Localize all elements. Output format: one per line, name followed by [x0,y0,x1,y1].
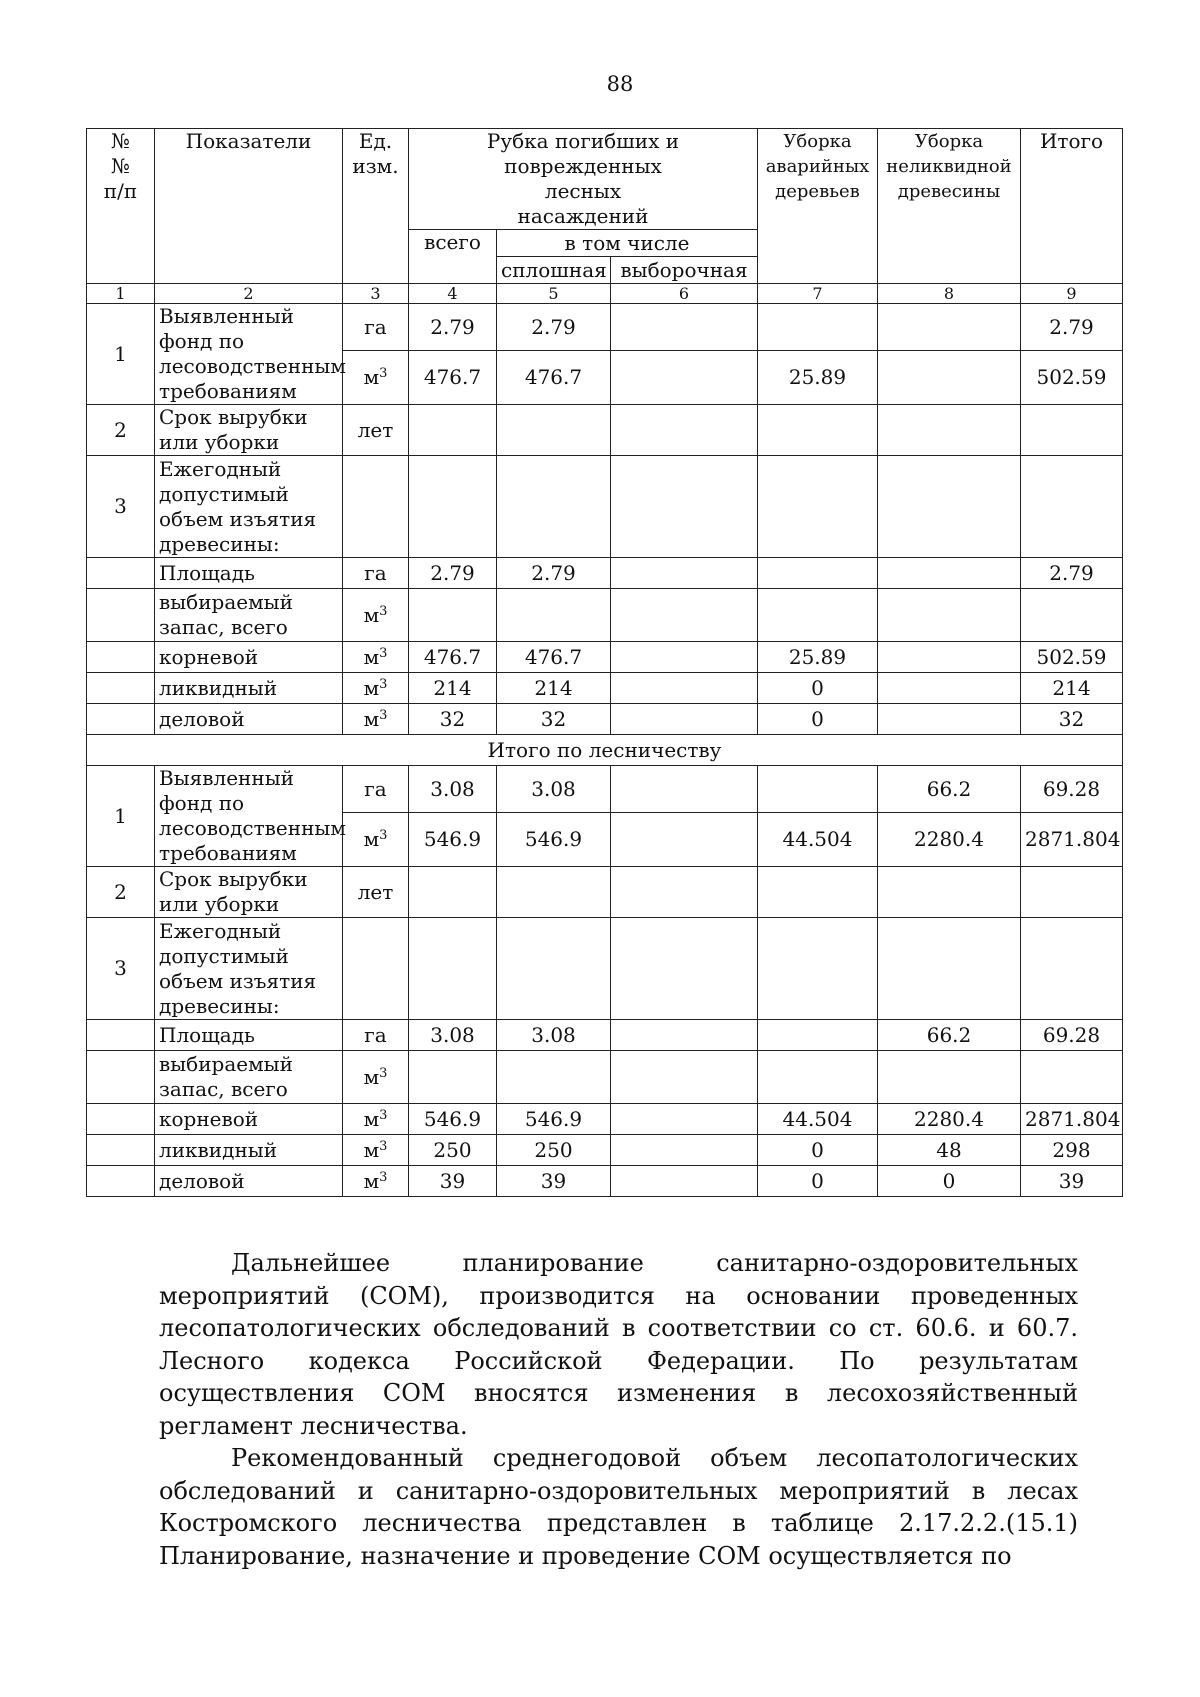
unit-text: м [363,1064,380,1089]
page-number: 88 [606,72,634,96]
unit-text: га [364,1022,387,1047]
header-selective: выборочная [611,257,758,284]
value-cell [878,867,1021,918]
row-name: корневой [155,1104,343,1135]
unit-cell [343,642,409,673]
value-cell [611,704,758,735]
value-cell: 250 [497,1135,611,1166]
header-emergency-line: Уборка [783,131,852,152]
header-num [87,129,155,284]
table-body [87,129,1123,1197]
unit-superscript: 3 [379,828,388,844]
value-cell [497,456,611,558]
table-row [87,405,1123,456]
value-cell: 2.79 [409,304,497,351]
value-cell [1021,589,1123,642]
row-number: 3 [87,918,155,1020]
value-cell [611,766,758,813]
value-cell [758,867,878,918]
table-row [87,589,1123,642]
row-name: корневой [155,642,343,673]
paragraph: Дальнейшее планирование санитарно-оздоровительных мероприятий (СОМ), производится на основании проведенных лесопатологических обследований в соответствии со ст. 60.6. и 60.7. Лесного кодекса Российской Федерации. По результатам осуществления СОМ вносятся изменения в лесохозяйственный регламент лесничества. [159,1249,1078,1440]
unit-text: м [363,675,380,700]
header-illiquid-line: неликвидной [886,156,1012,177]
row-number: 1 [87,766,155,867]
value-cell [497,867,611,918]
value-cell: 546.9 [409,813,497,867]
value-cell: 214 [409,673,497,704]
column-number: 9 [1021,284,1123,304]
value-cell [409,456,497,558]
value-cell [878,456,1021,558]
unit-text: га [364,314,387,339]
unit-cell [343,558,409,589]
value-cell [758,558,878,589]
value-cell [878,704,1021,735]
column-number: 7 [758,284,878,304]
value-cell [497,1051,611,1104]
row-name: ликвидный [155,1135,343,1166]
row-name: Ежегодный допустимый объем изъятия древесины: [155,456,343,558]
row-name: Срок вырубки или уборки [155,405,343,456]
value-cell [409,867,497,918]
header-total: Итого [1021,129,1123,284]
table-row [87,1166,1123,1197]
value-cell [611,1104,758,1135]
value-cell [758,456,878,558]
value-cell [611,558,758,589]
unit-superscript: 3 [379,707,388,723]
header-emergency [758,129,878,284]
value-cell [611,1135,758,1166]
paragraph: Рекомендованный среднегодовой объем лесопатологических обследований и санитарно-оздоровительных мероприятий в лесах Костромского лесничества представлен в таблице 2.17.2.2.(15.1) Планирование, назначение и проведение СОМ осуществляется по [159,1444,1078,1570]
value-cell [611,673,758,704]
unit-text: м [363,644,380,669]
row-name: выбираемый запас, всего [155,589,343,642]
value-cell [758,304,878,351]
value-cell: 25.89 [758,351,878,405]
unit-cell [343,405,409,456]
unit-cell [343,589,409,642]
row-number [87,1020,155,1051]
row-name: Выявленный фонд по лесоводственным требованиям [155,766,343,867]
unit-text: лет [357,417,394,442]
value-cell: 476.7 [409,351,497,405]
unit-text: м [363,602,380,627]
value-cell [497,405,611,456]
unit-text: м [363,365,380,390]
value-cell: 546.9 [409,1104,497,1135]
section-title: Итого по лесничеству [87,735,1123,766]
row-name: Выявленный фонд по лесоводственным требованиям [155,304,343,405]
row-number [87,642,155,673]
value-cell: 3.08 [409,1020,497,1051]
row-number [87,704,155,735]
header-num-line: № [111,129,130,153]
value-cell: 476.7 [497,351,611,405]
value-cell [611,642,758,673]
unit-cell [343,1051,409,1104]
value-cell: 2.79 [497,304,611,351]
header-illiquid-line: Уборка [914,131,984,152]
table-row [87,304,1123,351]
header-unit-line: изм. [352,154,399,178]
value-cell: 66.2 [878,1020,1021,1051]
value-cell: 214 [497,673,611,704]
data-table [86,128,1123,1197]
row-number [87,1135,155,1166]
value-cell [611,304,758,351]
value-cell [1021,918,1123,1020]
value-cell: 0 [758,1135,878,1166]
value-cell: 2280.4 [878,1104,1021,1135]
unit-cell [343,351,409,405]
value-cell [611,405,758,456]
header-total-all: всего [409,230,497,284]
value-cell [611,1051,758,1104]
table-row [87,867,1123,918]
table-row [87,918,1123,1020]
value-cell [878,558,1021,589]
row-number [87,1166,155,1197]
row-number [87,558,155,589]
row-name: Площадь [155,558,343,589]
unit-cell [343,867,409,918]
value-cell: 476.7 [409,642,497,673]
row-number [87,673,155,704]
body-text [159,1247,1078,1572]
value-cell: 2871.804 [1021,813,1123,867]
table-row [87,1020,1123,1051]
value-cell [409,1051,497,1104]
value-cell: 39 [1021,1166,1123,1197]
unit-cell [343,1104,409,1135]
value-cell: 44.504 [758,813,878,867]
value-cell: 69.28 [1021,766,1123,813]
value-cell [611,918,758,1020]
value-cell: 2.79 [1021,558,1123,589]
value-cell [878,589,1021,642]
value-cell [611,813,758,867]
value-cell: 214 [1021,673,1123,704]
column-number: 5 [497,284,611,304]
column-number: 6 [611,284,758,304]
value-cell [878,642,1021,673]
value-cell: 44.504 [758,1104,878,1135]
value-cell [497,589,611,642]
row-name: деловой [155,1166,343,1197]
header-emergency-line: аварийных [765,156,870,177]
value-cell: 25.89 [758,642,878,673]
value-cell: 39 [497,1166,611,1197]
header-num-line: п/п [103,179,138,203]
value-cell [1021,456,1123,558]
value-cell [758,405,878,456]
row-number: 2 [87,405,155,456]
table-row [87,766,1123,813]
column-number: 1 [87,284,155,304]
value-cell [878,304,1021,351]
value-cell [758,589,878,642]
unit-superscript: 3 [379,1107,388,1123]
column-number: 8 [878,284,1021,304]
value-cell [758,918,878,1020]
value-cell [758,766,878,813]
value-cell [1021,405,1123,456]
value-cell: 298 [1021,1135,1123,1166]
header-felling: Рубка погибших и поврежденных лесных насаждений [409,129,758,230]
value-cell [878,405,1021,456]
value-cell: 69.28 [1021,1020,1123,1051]
unit-text: лет [357,879,394,904]
header-clear: сплошная [497,257,611,284]
unit-text: м [363,1106,380,1131]
table-row [87,558,1123,589]
row-name: Срок вырубки или уборки [155,867,343,918]
value-cell [409,405,497,456]
value-cell: 0 [758,1166,878,1197]
header-indicators: Показатели [155,129,343,284]
unit-cell [343,673,409,704]
unit-superscript: 3 [379,645,388,661]
row-number: 3 [87,456,155,558]
header-including: в том числе [497,230,758,257]
table-row [87,456,1123,558]
table-row [87,673,1123,704]
value-cell: 32 [409,704,497,735]
row-name: ликвидный [155,673,343,704]
header-unit [343,129,409,284]
value-cell: 3.08 [409,766,497,813]
value-cell: 66.2 [878,766,1021,813]
value-cell: 0 [758,673,878,704]
section-title-row [87,735,1123,766]
table-row [87,704,1123,735]
unit-superscript: 3 [379,366,388,382]
value-cell: 2280.4 [878,813,1021,867]
column-number: 4 [409,284,497,304]
value-cell: 0 [758,704,878,735]
value-cell [1021,867,1123,918]
value-cell [611,456,758,558]
value-cell: 32 [497,704,611,735]
row-name: Площадь [155,1020,343,1051]
header-illiquid [878,129,1021,284]
unit-text: га [364,560,387,585]
unit-text: га [364,776,387,801]
unit-text: м [363,1168,380,1193]
header-illiquid-line: древесины [897,181,1001,202]
value-cell [409,589,497,642]
value-cell [611,1166,758,1197]
column-number-row [87,284,1123,304]
value-cell [878,1051,1021,1104]
row-number: 1 [87,304,155,405]
unit-cell [343,704,409,735]
value-cell: 3.08 [497,1020,611,1051]
header-unit-line: Ед. [358,129,393,153]
unit-superscript: 3 [379,1065,388,1081]
row-name: выбираемый запас, всего [155,1051,343,1104]
value-cell [878,918,1021,1020]
table-row [87,1135,1123,1166]
header-num-line: № [111,154,130,178]
row-number [87,1051,155,1104]
header-emergency-line: деревьев [775,181,860,202]
row-name: деловой [155,704,343,735]
value-cell [1021,1051,1123,1104]
value-cell: 2.79 [497,558,611,589]
unit-cell [343,766,409,813]
value-cell: 250 [409,1135,497,1166]
value-cell [611,589,758,642]
column-number: 3 [343,284,409,304]
value-cell [878,673,1021,704]
value-cell: 476.7 [497,642,611,673]
value-cell: 39 [409,1166,497,1197]
value-cell [409,918,497,1020]
value-cell: 502.59 [1021,642,1123,673]
value-cell: 32 [1021,704,1123,735]
unit-text: м [363,827,380,852]
value-cell [758,1051,878,1104]
row-number [87,589,155,642]
row-number [87,1104,155,1135]
value-cell: 546.9 [497,813,611,867]
value-cell: 2871.804 [1021,1104,1123,1135]
unit-superscript: 3 [379,1138,388,1154]
value-cell: 546.9 [497,1104,611,1135]
row-number: 2 [87,867,155,918]
unit-cell [343,813,409,867]
table-row [87,1051,1123,1104]
value-cell: 3.08 [497,766,611,813]
unit-cell [343,304,409,351]
table-row [87,1104,1123,1135]
unit-superscript: 3 [379,603,388,619]
value-cell: 502.59 [1021,351,1123,405]
value-cell: 2.79 [1021,304,1123,351]
unit-cell [343,456,409,558]
value-cell: 2.79 [409,558,497,589]
unit-superscript: 3 [379,1169,388,1185]
unit-cell [343,1020,409,1051]
value-cell: 0 [878,1166,1021,1197]
value-cell: 48 [878,1135,1021,1166]
unit-cell [343,1135,409,1166]
table-row [87,642,1123,673]
unit-cell [343,918,409,1020]
value-cell [758,1020,878,1051]
unit-text: м [363,706,380,731]
value-cell [878,351,1021,405]
unit-text: м [363,1137,380,1162]
column-number: 2 [155,284,343,304]
value-cell [611,1020,758,1051]
value-cell [497,918,611,1020]
value-cell [611,351,758,405]
value-cell [611,867,758,918]
unit-cell [343,1166,409,1197]
unit-superscript: 3 [379,676,388,692]
row-name: Ежегодный допустимый объем изъятия древесины: [155,918,343,1020]
